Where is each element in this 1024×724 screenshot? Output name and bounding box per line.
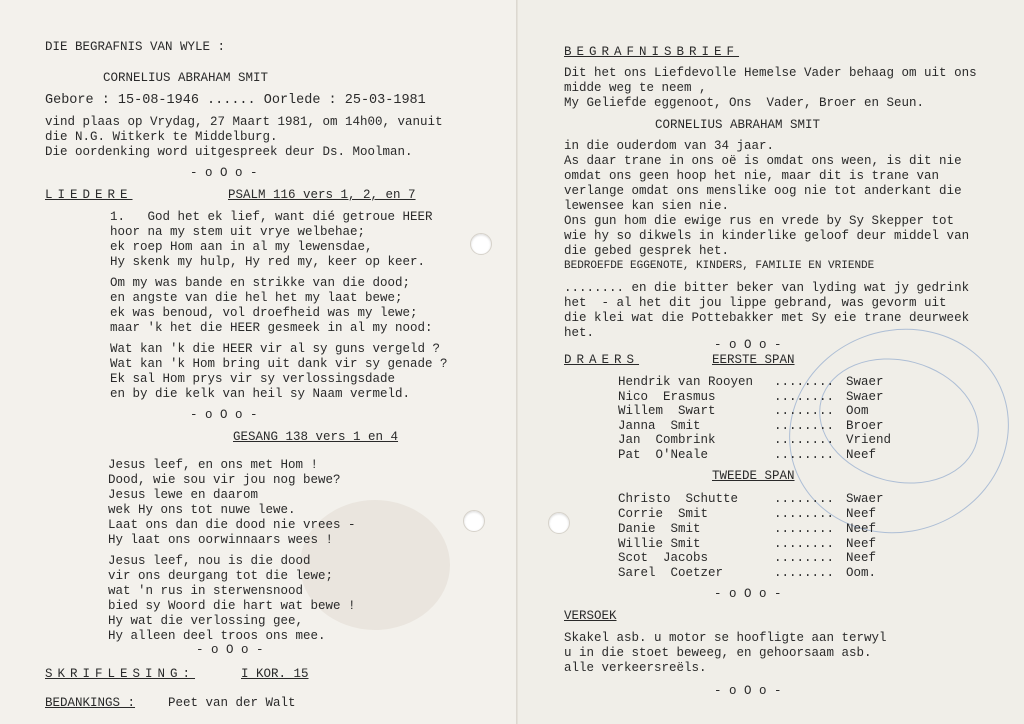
body-line: wie hy so dikwels in kinderlike geloof deur middel van: [564, 229, 970, 243]
psalm-line: Wat kan 'k die HEER vir al sy guns vergeld ?: [110, 342, 441, 356]
bearer-name: Christo Schutte: [618, 492, 739, 506]
skriflesing-reference: I KOR. 15: [241, 667, 309, 681]
gesang-line: vir ons deurgang tot die lewe;: [108, 569, 334, 583]
body-line: lewensee kan sien nie.: [564, 199, 730, 213]
bedankings-heading: BEDANKINGS :: [45, 696, 136, 710]
versoek-line: Skakel asb. u motor se hoofligte aan terwyl: [564, 631, 887, 645]
intro-line: My Geliefde eggenoot, Ons Vader, Broer en Seun.: [564, 96, 925, 110]
intro-line: midde weg te neem ,: [564, 81, 707, 95]
versoek-line: u in die stoet beweeg, en gehoorsaam asb.: [564, 646, 872, 660]
psalm-line: Om my was bande en strikke van die dood;: [110, 276, 411, 290]
service-line: vind plaas op Vrydag, 27 Maart 1981, om 14h00, vanuit: [45, 115, 443, 129]
psalm-line: en angste van die hel het my laat bewe;: [110, 291, 403, 305]
body-line: Ons gun hom die ewige rus en vrede by Sy Skepper tot: [564, 214, 955, 228]
draers-heading: DRAERS: [564, 353, 640, 367]
psalm-line: 1. God het ek lief, want dié getroue HEER: [110, 210, 433, 224]
bearer-relation: Broer: [846, 419, 884, 433]
punch-hole: [470, 233, 492, 255]
gesang-line: bied sy Woord die hart wat bewe !: [108, 599, 356, 613]
psalm-line: en by die kelk van heil sy Naam vermeld.: [110, 387, 411, 401]
bearer-relation: Oom: [846, 404, 869, 418]
bearer-relation: Vriend: [846, 433, 892, 447]
body2-line: het.: [564, 326, 595, 340]
punch-hole: [463, 510, 485, 532]
letter-title: BEGRAFNISBRIEF: [564, 45, 740, 59]
bearer-relation: Neef: [846, 507, 877, 521]
bearer-name: Hendrik van Rooyen: [618, 375, 754, 389]
bearer-relation: Swaer: [846, 375, 884, 389]
bearer-name: Sarel Coetzer: [618, 566, 724, 580]
gesang-line: wat 'n rus in sterwensnood: [108, 584, 304, 598]
psalm-line: maar 'k het die HEER gesmeek in al my nood:: [110, 321, 433, 335]
body-line: As daar trane in ons oë is omdat ons ween, is dit nie: [564, 154, 962, 168]
gesang-line: wek Hy ons tot nuwe lewe.: [108, 503, 296, 517]
bearer-name: Willie Smit: [618, 537, 701, 551]
bearer-dots: ........: [774, 404, 835, 418]
body-line: verlange omdat ons menslike oog nie tot anderkant die: [564, 184, 962, 198]
skriflesing-heading: SKRIFLESING:: [45, 667, 196, 681]
psalm-title: PSALM 116 vers 1, 2, en 7: [228, 188, 416, 202]
gesang-title: GESANG 138 vers 1 en 4: [233, 430, 399, 444]
bearer-name: Pat O'Neale: [618, 448, 709, 462]
gesang-line: Laat ons dan die dood nie vrees -: [108, 518, 356, 532]
body2-line: ........ en die bitter beker van lyding wat jy gedrink: [564, 281, 970, 295]
bearer-dots: ........: [774, 448, 835, 462]
bearer-name: Willem Swart: [618, 404, 716, 418]
bearer-name: Nico Erasmus: [618, 390, 716, 404]
separator: - o O o -: [714, 338, 782, 352]
bearer-dots: ........: [774, 507, 835, 521]
bearer-name: Danie Smit: [618, 522, 701, 536]
family-line: BEDROEFDE EGGENOTE, KINDERS, FAMILIE EN VRIENDE: [564, 260, 875, 272]
right-page: [518, 0, 1024, 724]
bearer-name: Scot Jacobs: [618, 551, 709, 565]
service-line: die N.G. Witkerk te Middelburg.: [45, 130, 278, 144]
service-line: Die oordenking word uitgespreek deur Ds. Moolman.: [45, 145, 413, 159]
gesang-line: Jesus leef, nou is die dood: [108, 554, 311, 568]
psalm-line: ek roep Hom aan in al my lewensdae,: [110, 240, 373, 254]
bearer-relation: Neef: [846, 537, 877, 551]
bearer-dots: ........: [774, 375, 835, 389]
punch-hole: [548, 512, 570, 534]
psalm-line: Ek sal Hom prys vir sy verlossingsdade: [110, 372, 396, 386]
body-line: die gebed gesprek het.: [564, 244, 730, 258]
bearer-relation: Neef: [846, 448, 877, 462]
separator: - o O o -: [196, 643, 264, 657]
intro-line: Dit het ons Liefdevolle Hemelse Vader behaag om uit ons: [564, 66, 977, 80]
gesang-line: Hy laat ons oorwinnaars wees !: [108, 533, 334, 547]
body-line: omdat ons geen hoop het nie, maar dit is trane van: [564, 169, 940, 183]
gesang-line: Dood, wie sou vir jou nog bewe?: [108, 473, 341, 487]
bearer-name: Jan Combrink: [618, 433, 716, 447]
deceased-name: CORNELIUS ABRAHAM SMIT: [655, 118, 821, 132]
bearer-dots: ........: [774, 492, 835, 506]
bedankings-name: Peet van der Walt: [168, 696, 296, 710]
bearer-dots: ........: [774, 566, 835, 580]
bearer-dots: ........: [774, 551, 835, 565]
bearer-dots: ........: [774, 390, 835, 404]
tweede-span-heading: TWEEDE SPAN: [712, 469, 795, 483]
bearer-dots: ........: [774, 537, 835, 551]
separator: - o O o -: [190, 408, 258, 422]
bearer-name: Corrie Smit: [618, 507, 709, 521]
deceased-name: CORNELIUS ABRAHAM SMIT: [103, 71, 269, 85]
separator: - o O o -: [714, 587, 782, 601]
gesang-line: Hy alleen deel troos ons mee.: [108, 629, 326, 643]
psalm-line: hoor na my stem uit vrye welbehae;: [110, 225, 366, 239]
gesang-line: Hy wat die verlossing gee,: [108, 614, 304, 628]
liedere-heading: LIEDERE: [45, 188, 133, 202]
separator: - o O o -: [190, 166, 258, 180]
psalm-line: ek was benoud, vol droefheid was my lewe;: [110, 306, 418, 320]
psalm-line: Wat kan 'k Hom bring uit dank vir sy genade ?: [110, 357, 448, 371]
bearer-relation: Swaer: [846, 390, 884, 404]
psalm-line: Hy skenk my hulp, Hy red my, keer op keer.: [110, 255, 426, 269]
body-line: in die ouderdom van 34 jaar.: [564, 139, 775, 153]
versoek-heading: VERSOEK: [564, 609, 617, 623]
versoek-line: alle verkeersreëls.: [564, 661, 707, 675]
bearer-relation: Swaer: [846, 492, 884, 506]
body2-line: die klei wat die Pottebakker met Sy eie trane deurweek: [564, 311, 970, 325]
gesang-line: Jesus lewe en daarom: [108, 488, 259, 502]
body2-line: het - al het dit jou lippe gebrand, was gevorm uit: [564, 296, 947, 310]
bearer-dots: ........: [774, 419, 835, 433]
bearer-relation: Neef: [846, 522, 877, 536]
bearer-dots: ........: [774, 433, 835, 447]
eerste-span-heading: EERSTE SPAN: [712, 353, 795, 367]
bearer-relation: Neef: [846, 551, 877, 565]
gesang-line: Jesus leef, en ons met Hom !: [108, 458, 319, 472]
bearer-name: Janna Smit: [618, 419, 701, 433]
bearer-dots: ........: [774, 522, 835, 536]
birth-death-dates: Gebore : 15-08-1946 ...... Oorlede : 25-03-1981: [45, 93, 426, 108]
left-header: DIE BEGRAFNIS VAN WYLE :: [45, 40, 226, 54]
bearer-relation: Oom.: [846, 566, 877, 580]
separator: - o O o -: [714, 684, 782, 698]
